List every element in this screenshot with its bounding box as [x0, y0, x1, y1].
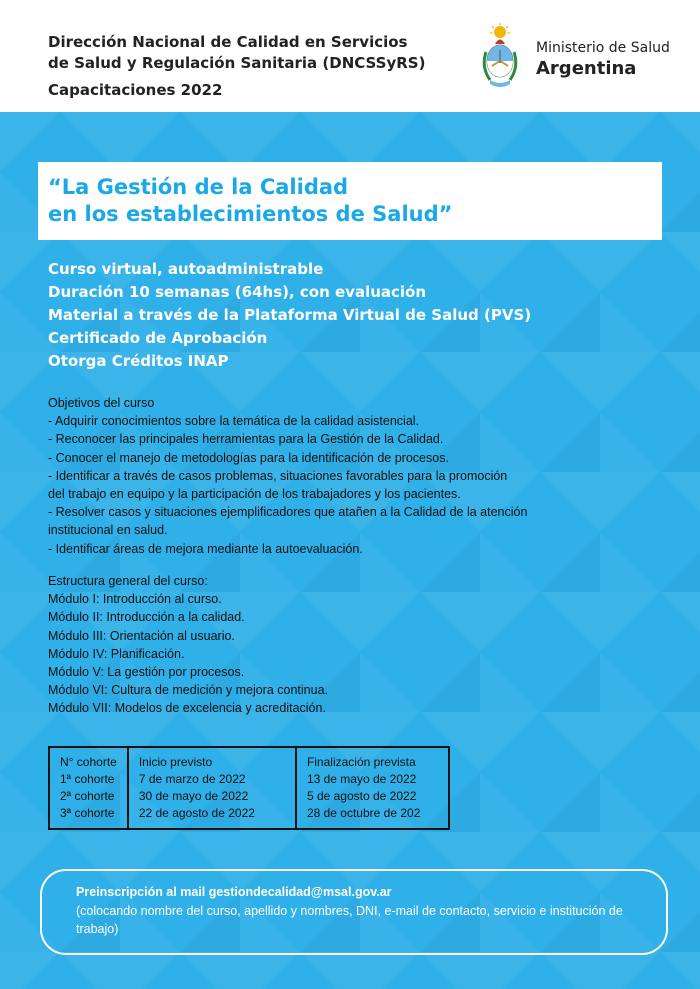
feature-item: Curso virtual, autoadministrable — [48, 260, 324, 278]
year-line: Capacitaciones 2022 — [48, 81, 223, 99]
feature-item: Otorga Créditos INAP — [48, 352, 229, 370]
ministry-text — [536, 39, 670, 81]
module-item: Módulo VII: Modelos de excelencia y acreditación. — [48, 701, 326, 716]
feature-item: Material a través de la Plataforma Virtual de Salud (PVS) — [48, 306, 532, 324]
org-line-1: Dirección Nacional de Calidad en Servicios — [48, 33, 408, 51]
objective-line: del trabajo en equipo y la participación de los trabajadores y los pacientes. — [48, 487, 461, 502]
column-header: Finalización prevista — [306, 755, 416, 769]
objective-line: - Identificar a través de casos problemas, situaciones favorables para la promoción — [48, 468, 508, 483]
module-item: Módulo II: Introducción a la calidad. — [48, 610, 245, 625]
end-date-column — [296, 747, 449, 829]
structure-heading: Estructura general del curso: — [48, 574, 208, 588]
organization-name — [48, 32, 425, 101]
module-item: Módulo III: Orientación al usuario. — [48, 628, 235, 643]
module-item: Módulo I: Introducción al curso. — [48, 592, 222, 607]
table-cell: 2ª cohorte — [60, 789, 115, 803]
course-title-line-2: en los establecimientos de Salud” — [48, 202, 453, 226]
preregistration-instructions: (colocando nombre del curso, apellido y nombres, DNI, e-mail de contacto, servicio e institución de trabajo) — [76, 904, 623, 936]
objective-line: - Identificar áreas de mejora mediante la autoevaluación. — [48, 541, 363, 556]
org-line-2: de Salud y Regulación Sanitaria (DNCSSyRS) — [48, 54, 426, 72]
module-item: Módulo V: La gestión por procesos. — [48, 665, 245, 680]
objectives-section — [48, 394, 638, 558]
country-name: Argentina — [536, 58, 637, 79]
table-cell: 30 de mayo de 2022 — [138, 789, 249, 803]
course-title — [48, 174, 452, 228]
table-cell: 13 de mayo de 2022 — [306, 772, 417, 786]
table-cell: 3ª cohorte — [60, 806, 115, 820]
objective-line: - Adquirir conocimientos sobre la temática de la calidad asistencial. — [48, 414, 420, 429]
feature-item: Duración 10 semanas (64hs), con evaluación — [48, 283, 427, 301]
start-date-column — [128, 747, 296, 829]
table-cell: 28 de octubre de 202 — [306, 806, 421, 820]
ministry-logo — [478, 22, 678, 92]
objective-line: - Reconocer las principales herramientas para la Gestión de la Calidad. — [48, 432, 444, 447]
preregistration-email[interactable]: Preinscripción al mail gestiondecalidad@msal.gov.ar — [76, 885, 392, 899]
column-header: N° cohorte — [60, 755, 117, 769]
objective-line: institucional en salud. — [48, 523, 168, 538]
module-item: Módulo IV: Planificación. — [48, 646, 185, 661]
course-features — [48, 258, 531, 373]
module-item: Módulo VI: Cultura de medición y mejora continua. — [48, 683, 329, 698]
table-cell: 5 de agosto de 2022 — [306, 789, 417, 803]
main-panel — [0, 112, 700, 989]
structure-section — [48, 572, 328, 718]
column-header: Inicio previsto — [138, 755, 213, 769]
argentina-coat-of-arms-icon — [478, 22, 522, 92]
course-title-box — [38, 162, 662, 240]
table-cell: 1ª cohorte — [60, 772, 115, 786]
course-title-line-1: “La Gestión de la Calidad — [48, 175, 349, 199]
ministry-name: Ministerio de Salud — [536, 40, 670, 56]
objective-line: - Conocer el manejo de metodologías para la identificación de procesos. — [48, 450, 449, 465]
cohort-number-column — [49, 747, 128, 829]
preregistration-box — [40, 869, 668, 955]
cohorts-table — [48, 746, 450, 830]
table-cell: 7 de marzo de 2022 — [138, 772, 246, 786]
objectives-heading: Objetivos del curso — [48, 396, 155, 410]
table-cell: 22 de agosto de 2022 — [138, 806, 255, 820]
feature-item: Certificado de Aprobación — [48, 329, 268, 347]
objective-line: - Resolver casos y situaciones ejemplificadores que atañen a la Calidad de la atención — [48, 505, 528, 520]
header — [0, 0, 700, 112]
